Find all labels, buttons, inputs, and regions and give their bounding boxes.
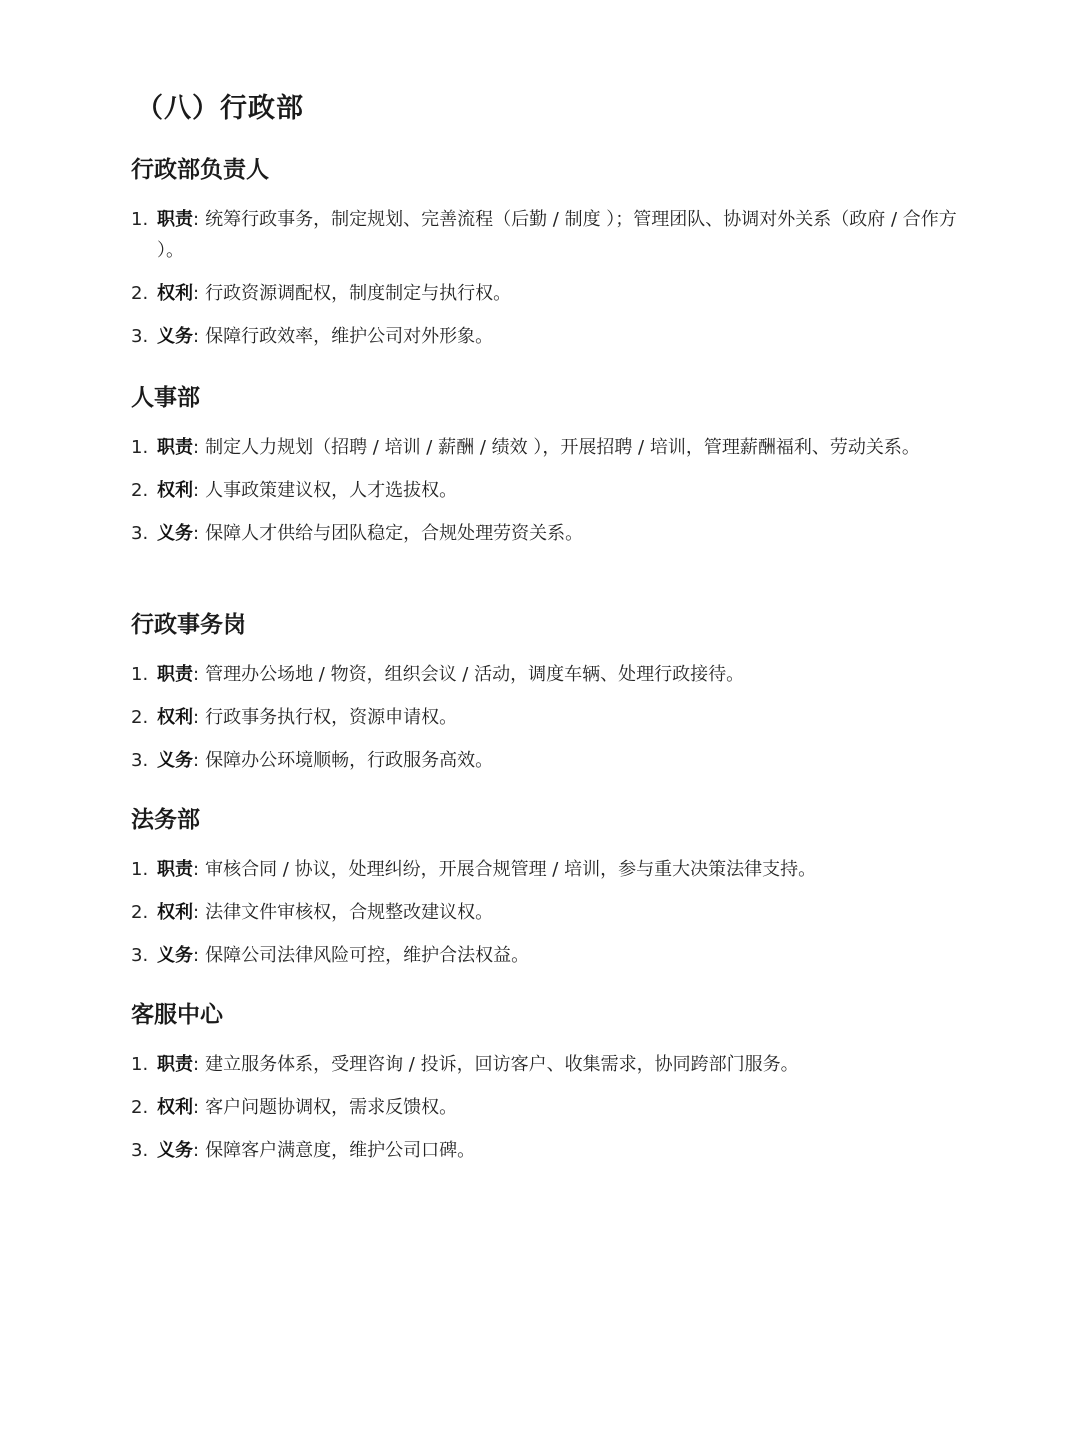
item-text: 法律文件审核权，合规整改建议权。 xyxy=(205,902,494,923)
item-separator: : xyxy=(193,1054,200,1075)
item-key: 义务 xyxy=(157,523,193,544)
list-item xyxy=(131,897,961,928)
list-item xyxy=(131,940,961,971)
item-key: 职责 xyxy=(157,1054,193,1075)
section-heading: 行政部负责人 xyxy=(131,157,269,183)
section-admin-affairs xyxy=(131,609,961,788)
item-key: 义务 xyxy=(157,326,193,347)
item-text: 管理办公场地 / 物资，组织会议 / 活动，调度车辆、处理行政接待。 xyxy=(205,664,745,685)
list-item xyxy=(131,1049,961,1080)
item-separator: : xyxy=(193,750,200,771)
item-text: 保障办公环境顺畅，行政服务高效。 xyxy=(205,750,494,771)
item-number: 2. xyxy=(131,283,149,304)
item-key: 义务 xyxy=(157,750,193,771)
section-heading: 人事部 xyxy=(131,385,200,411)
section-hr xyxy=(131,382,961,561)
list-item xyxy=(131,745,961,776)
item-separator: : xyxy=(193,1140,200,1161)
list-item xyxy=(131,321,961,352)
item-number: 3. xyxy=(131,750,149,771)
item-separator: : xyxy=(193,209,200,230)
item-number: 1. xyxy=(131,1054,149,1075)
item-separator: : xyxy=(193,1097,200,1118)
item-key: 职责 xyxy=(157,209,193,230)
item-number: 1. xyxy=(131,209,149,230)
item-separator: : xyxy=(193,859,200,880)
section-heading: 行政事务岗 xyxy=(131,612,246,638)
list-item xyxy=(131,1092,961,1123)
item-text: 人事政策建议权，人才选拔权。 xyxy=(205,480,458,501)
item-number: 3. xyxy=(131,945,149,966)
item-separator: : xyxy=(193,902,200,923)
item-text: 保障人才供给与团队稳定，合规处理劳资关系。 xyxy=(205,523,584,544)
item-key: 权利 xyxy=(157,1097,193,1118)
item-separator: : xyxy=(193,326,200,347)
item-text: 建立服务体系，受理咨询 / 投诉，回访客户、收集需求，协同跨部门服务。 xyxy=(205,1054,799,1075)
item-key: 权利 xyxy=(157,902,193,923)
item-text: 保障行政效率，维护公司对外形象。 xyxy=(205,326,494,347)
list-item xyxy=(131,278,961,309)
item-key: 义务 xyxy=(157,945,193,966)
item-separator: : xyxy=(193,283,200,304)
section-customer-service xyxy=(131,999,961,1178)
item-number: 2. xyxy=(131,707,149,728)
item-key: 职责 xyxy=(157,859,193,880)
item-number: 1. xyxy=(131,859,149,880)
section-legal xyxy=(131,804,961,983)
item-number: 3. xyxy=(131,326,149,347)
item-number: 2. xyxy=(131,1097,149,1118)
item-separator: : xyxy=(193,480,200,501)
section-admin-head xyxy=(131,154,961,364)
item-key: 权利 xyxy=(157,707,193,728)
item-text: 客户问题协调权，需求反馈权。 xyxy=(205,1097,458,1118)
item-text: 保障公司法律风险可控，维护合法权益。 xyxy=(205,945,530,966)
item-number: 2. xyxy=(131,480,149,501)
item-text: 行政资源调配权，制度制定与执行权。 xyxy=(205,283,512,304)
section-heading: 法务部 xyxy=(131,807,200,833)
item-number: 3. xyxy=(131,1140,149,1161)
item-separator: : xyxy=(193,437,200,458)
item-key: 职责 xyxy=(157,664,193,685)
list-item xyxy=(131,702,961,733)
item-key: 义务 xyxy=(157,1140,193,1161)
page-title: （八）行政部 xyxy=(136,93,304,124)
item-key: 权利 xyxy=(157,480,193,501)
item-text: 统筹行政事务，制定规划、完善流程（后勤 / 制度 ）；管理团队、协调对外关系（政府 / 合作方 ）。 xyxy=(157,209,957,261)
item-number: 1. xyxy=(131,664,149,685)
item-text: 行政事务执行权，资源申请权。 xyxy=(205,707,458,728)
list-item xyxy=(131,1135,961,1166)
item-text: 制定人力规划（招聘 / 培训 / 薪酬 / 绩效 ），开展招聘 / 培训，管理薪酬福利、劳动关系。 xyxy=(205,437,920,458)
item-key: 职责 xyxy=(157,437,193,458)
item-separator: : xyxy=(193,523,200,544)
list-item xyxy=(131,518,961,549)
list-item xyxy=(131,475,961,506)
item-number: 2. xyxy=(131,902,149,923)
item-key: 权利 xyxy=(157,283,193,304)
item-number: 1. xyxy=(131,437,149,458)
item-separator: : xyxy=(193,664,200,685)
list-item xyxy=(131,432,961,463)
item-text: 保障客户满意度，维护公司口碑。 xyxy=(205,1140,476,1161)
item-separator: : xyxy=(193,707,200,728)
section-heading: 客服中心 xyxy=(131,1002,223,1028)
list-item xyxy=(131,659,961,690)
list-item xyxy=(131,854,961,885)
list-item xyxy=(131,204,961,266)
item-text: 审核合同 / 协议，处理纠纷，开展合规管理 / 培训，参与重大决策法律支持。 xyxy=(205,859,817,880)
item-number: 3. xyxy=(131,523,149,544)
item-separator: : xyxy=(193,945,200,966)
